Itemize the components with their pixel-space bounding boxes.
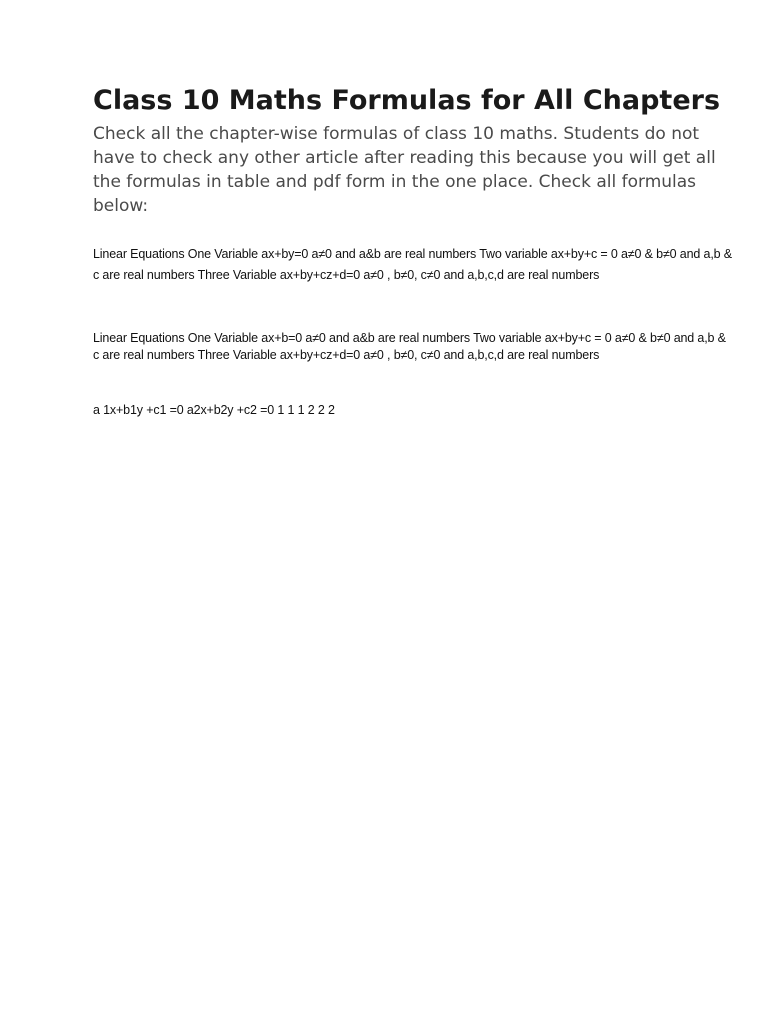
page-title: Class 10 Maths Formulas for All Chapters: [93, 85, 721, 116]
article-intro: Check all the chapter-wise formulas of class 10 maths. Students do not have to check any other article after reading this because you will get all the formulas in table and pdf form in the one place. Check all formulas below:: [93, 124, 716, 216]
formula-paragraph-3: a 1x+b1y +c1 =0 a2x+b2y +c2 =0 1 1 1 2 2 2: [93, 403, 335, 417]
article: [93, 84, 733, 419]
formula-paragraph-2: Linear Equations One Variable ax+b=0 a≠0 and a&b are real numbers Two variable ax+by+c = 0 a≠0 & b≠0 and a,b & c are real numbers Three Variable ax+by+cz+d=0 a≠0 , b≠0, c≠0 and a,b,c,d are real numbers: [93, 331, 726, 362]
formula-paragraph-1: Linear Equations One Variable ax+by=0 a≠0 and a&b are real numbers Two variable ax+by+c = 0 a≠0 & b≠0 and a,b & c are real numbers Three Variable ax+by+cz+d=0 a≠0 , b≠0, c≠0 and a,b,c,d are real numbers: [93, 247, 732, 282]
